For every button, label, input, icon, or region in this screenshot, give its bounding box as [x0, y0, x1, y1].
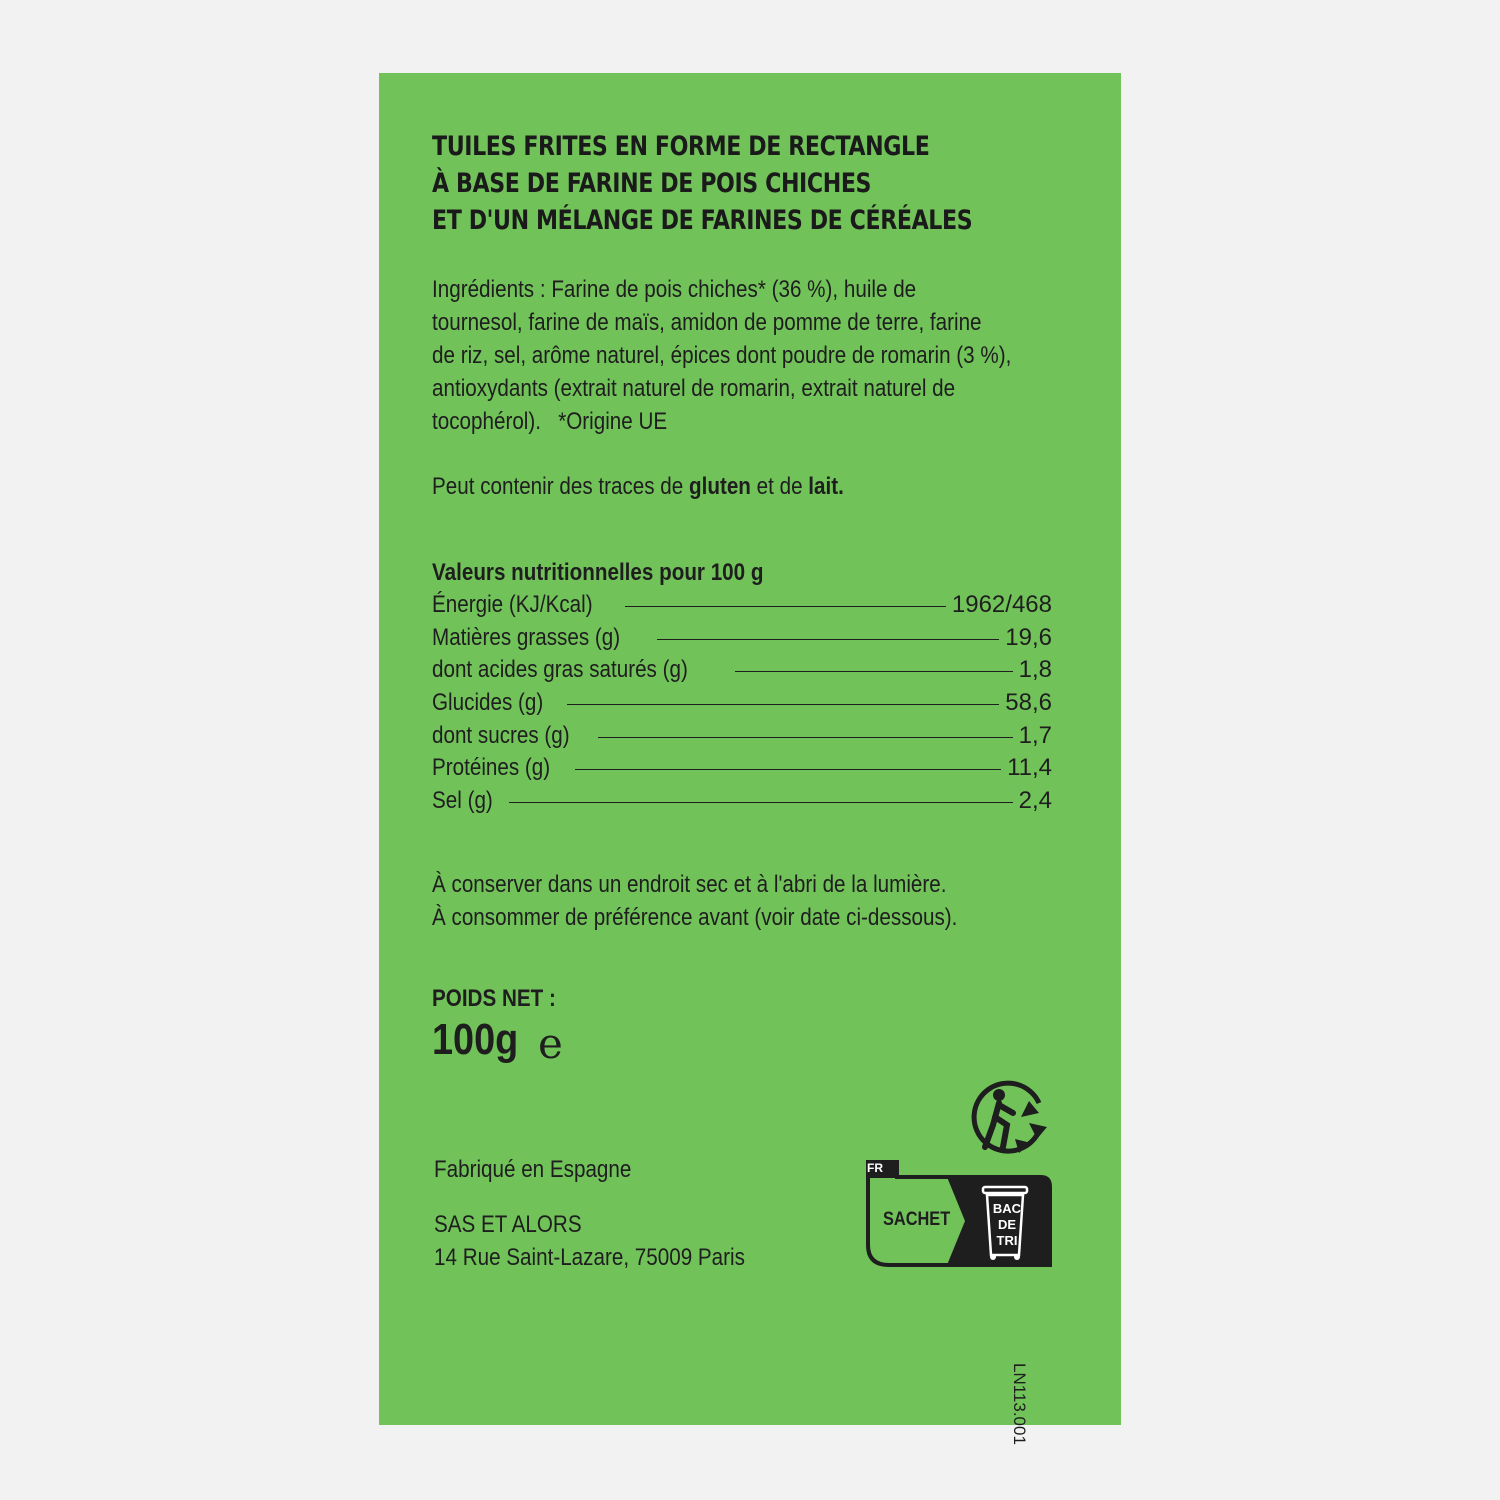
nutrient-value: 2,4: [1018, 787, 1052, 815]
leader-line: [625, 606, 946, 607]
nutrition-row: [432, 622, 1052, 655]
bin-text: TRI: [996, 1233, 1018, 1248]
ingredients-line: tournesol, farine de maïs, amidon de pomme de terre, farine: [432, 309, 982, 336]
storage-instructions: [432, 868, 1043, 934]
nutrition-row: [432, 687, 1052, 720]
nutrient-name: Matières grasses (g): [432, 623, 621, 651]
allergen-traces: [432, 470, 844, 503]
bin-text: DE: [997, 1217, 1017, 1232]
company-address: 14 Rue Saint-Lazare, 75009 Paris: [434, 1244, 745, 1271]
leader-line: [575, 769, 1001, 770]
nutrition-row: [432, 720, 1052, 753]
product-label: [379, 73, 1121, 1445]
ingredients-line: de riz, sel, arôme naturel, épices dont poudre de romarin (3 %),: [432, 342, 1012, 369]
allergen-gluten: gluten: [689, 473, 751, 500]
leader-line: [657, 639, 1000, 640]
nutrient-value: 1962/468: [951, 591, 1052, 618]
nutrient-value: 19,6: [1005, 623, 1052, 651]
product-title: [432, 128, 972, 239]
nutrient-name: Glucides (g): [432, 689, 544, 717]
estimated-sign: e: [538, 1019, 563, 1068]
reference-code: LN113.001: [1010, 1363, 1029, 1445]
storage-line: À consommer de préférence avant (voir date ci-dessous).: [432, 904, 958, 931]
ingredients-line: Ingrédients : Farine de pois chiches* (36 %), huile de: [432, 276, 917, 303]
nutrition-row: [432, 589, 1052, 622]
bin-text: BAC: [992, 1201, 1022, 1216]
title-line: À BASE DE FARINE DE POIS CHICHES: [432, 168, 872, 199]
traces-prefix: Peut contenir des traces de: [432, 473, 690, 500]
nutrient-value: 58,6: [1005, 689, 1052, 717]
nutrition-row: [432, 654, 1052, 687]
leader-line: [598, 737, 1013, 738]
traces-middle: et de: [750, 473, 809, 500]
nutrient-value: 1,7: [1018, 721, 1052, 749]
nutrition-table: [432, 556, 1052, 818]
nutrient-value: 11,4: [1007, 754, 1052, 782]
allergen-milk: lait.: [808, 473, 844, 500]
leader-line: [509, 802, 1013, 803]
leader-line: [735, 671, 1012, 672]
nutrition-row: [432, 785, 1052, 818]
ingredients-line: antioxydants (extrait naturel de romarin, extrait naturel de: [432, 375, 956, 402]
nutrition-heading: Valeurs nutritionnelles pour 100 g: [432, 559, 764, 586]
sorting-bin-label: [991, 1201, 1023, 1249]
sorting-item: SACHET: [883, 1209, 951, 1230]
sorting-country: FR: [867, 1161, 883, 1175]
title-line: ET D'UN MÉLANGE DE FARINES DE CÉRÉALES: [432, 205, 973, 236]
nutrient-name: Énergie (KJ/Kcal): [432, 591, 593, 618]
nutrient-name: dont acides gras saturés (g): [432, 656, 688, 684]
leader-line: [567, 704, 999, 705]
origin-country: Fabriqué en Espagne: [434, 1156, 632, 1183]
nutrient-name: Sel (g): [432, 787, 493, 815]
nutrient-name: Protéines (g): [432, 754, 551, 782]
title-line: TUILES FRITES EN FORME DE RECTANGLE: [432, 131, 930, 162]
ingredients-list: [432, 273, 1106, 438]
nutrient-name: dont sucres (g): [432, 721, 570, 749]
company-info: [434, 1208, 796, 1274]
nutrient-value: 1,8: [1018, 656, 1052, 684]
company-name: SAS ET ALORS: [434, 1211, 582, 1238]
triman-icon: [969, 1073, 1053, 1157]
nutrition-row: [432, 752, 1052, 785]
net-weight-value: 100g: [432, 1015, 519, 1064]
ingredients-line: tocophérol). *Origine UE: [432, 408, 668, 435]
sorting-info: [865, 1159, 1053, 1269]
storage-line: À conserver dans un endroit sec et à l'abri de la lumière.: [432, 871, 947, 898]
net-weight-label: POIDS NET :: [432, 985, 556, 1012]
